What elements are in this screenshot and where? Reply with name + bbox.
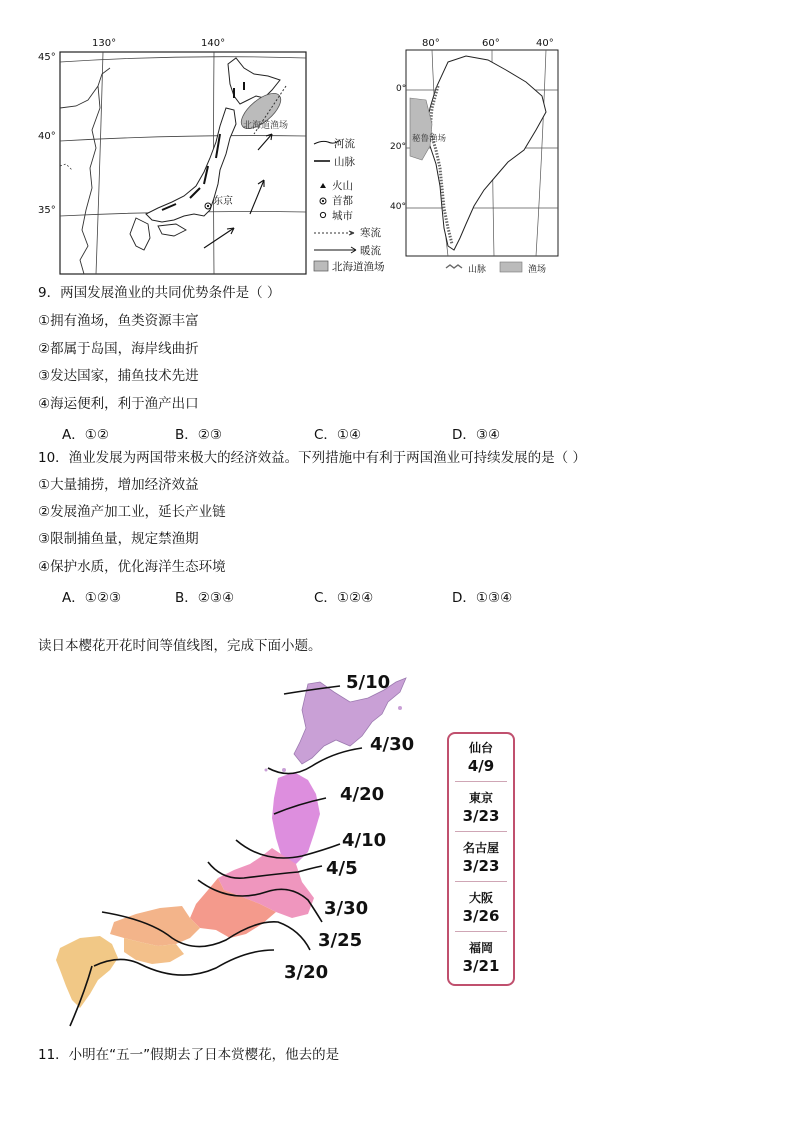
legend-volcano-label: 火山: [332, 180, 353, 192]
capital-label: 东京: [213, 196, 233, 207]
q10-item-4: ④保护水质，优化海洋生态环境: [38, 559, 226, 575]
q10-stem: 10．渔业发展为两国带来极大的经济效益。下列措施中有利于两国渔业可持续发展的是（ ）: [38, 450, 586, 466]
sakura-intro: 读日本樱花开花时间等值线图，完成下面小题。: [38, 638, 322, 654]
city-entry-fukuoka: [449, 940, 513, 976]
city-entry-sendai: [449, 740, 513, 776]
isoline-label-0510: 5/10: [346, 672, 391, 693]
sakura-bloom-map: [40, 668, 440, 1038]
city-name: 東京: [468, 791, 493, 805]
city-date: 3/23: [462, 857, 500, 875]
legend-fishery-label-2: 渔场: [528, 265, 547, 275]
lat-label-40: 40°: [38, 131, 56, 142]
legend-cold-current-label: 寒流: [360, 227, 381, 239]
q9-item-1: ①拥有渔场，鱼类资源丰富: [38, 313, 199, 329]
legend-mountain-label-2: 山脉: [468, 265, 487, 275]
peru-fishery-label: 秘鲁渔场: [412, 134, 447, 144]
q10-item-2: ②发展渔产加工业，延长产业链: [38, 504, 226, 520]
lon-label-130: 130°: [92, 38, 117, 49]
q10-option-d[interactable]: D．①③④: [452, 590, 513, 606]
q9-item-2: ②都属于岛国，海岸线曲折: [38, 341, 199, 357]
legend-capital-label: 首都: [332, 195, 353, 207]
isoline-label-0410: 4/10: [342, 830, 387, 851]
city-bloom-dates: [447, 732, 515, 986]
city-name: 福岡: [468, 941, 493, 955]
legend-city-label: 城市: [332, 210, 353, 222]
city-entry-tokyo: [449, 790, 513, 826]
q9-item-3: ③发达国家，捕鱼技术先进: [38, 368, 199, 384]
q10-option-a[interactable]: A．①②③: [62, 590, 122, 606]
lon-label-80: 80°: [422, 38, 440, 49]
q9-stem: 9．两国发展渔业的共同优势条件是（ ）: [38, 285, 281, 301]
lon-label-40: 40°: [536, 38, 554, 49]
legend-river-label: 河流: [334, 138, 355, 150]
isoline-label-0325: 3/25: [318, 930, 363, 951]
city-entry-nagoya: [449, 840, 513, 876]
isoline-label-0405: 4/5: [326, 858, 358, 879]
city-name: 大阪: [468, 891, 493, 905]
legend-fishery-label: 北海道渔场: [332, 261, 385, 273]
fishery-label: 北海道渔场: [243, 121, 289, 131]
isoline-label-0320: 3/20: [284, 962, 329, 983]
isoline-label-0420: 4/20: [340, 784, 385, 805]
lat-label-45: 45°: [38, 52, 56, 63]
q11-stem: 11．小明在“五一”假期去了日本赏樱花，他去的是: [38, 1047, 340, 1063]
city-date: 4/9: [467, 757, 495, 775]
city-date: 3/26: [462, 907, 500, 925]
q10-option-c[interactable]: C．①②④: [314, 590, 374, 606]
lon-label-60: 60°: [482, 38, 500, 49]
isoline-label-0430: 4/30: [370, 734, 415, 755]
q10-item-3: ③限制捕鱼量，规定禁渔期: [38, 531, 199, 547]
lat-label-0: 0°: [396, 84, 407, 94]
legend-mountain-label: 山脉: [334, 156, 355, 168]
city-date: 3/23: [462, 807, 500, 825]
q9-item-4: ④海运便利，利于渔产出口: [38, 396, 199, 412]
q10-item-1: ①大量捕捞，增加经济效益: [38, 477, 199, 493]
q9-option-b[interactable]: B．②③: [175, 427, 222, 443]
lon-label-140: 140°: [201, 38, 226, 49]
isoline-label-0330: 3/30: [324, 898, 369, 919]
lat-label-40s: 40°: [390, 202, 406, 212]
legend-warm-current-label: 暖流: [360, 245, 381, 257]
q9-option-d[interactable]: D．③④: [452, 427, 501, 443]
city-name: 名古屋: [462, 841, 499, 855]
q10-option-b[interactable]: B．②③④: [175, 590, 235, 606]
city-entry-osaka: [449, 890, 513, 926]
city-date: 3/21: [462, 957, 500, 975]
japan-fishery-map: [38, 38, 403, 278]
lat-label-20: 20°: [390, 142, 406, 152]
q9-option-c[interactable]: C．①④: [314, 427, 362, 443]
peru-fishery-map: [390, 38, 576, 278]
q9-option-a[interactable]: A．①②: [62, 427, 109, 443]
lat-label-35: 35°: [38, 205, 56, 216]
city-name: 仙台: [468, 741, 493, 755]
